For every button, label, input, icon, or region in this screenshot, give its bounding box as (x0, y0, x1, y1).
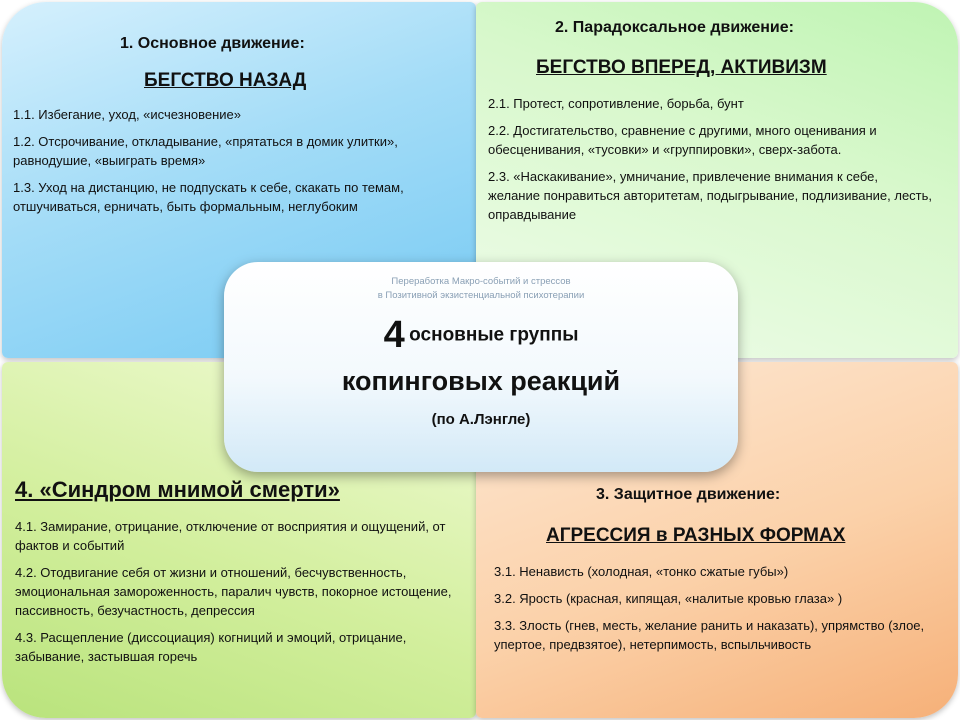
groups-number: 4 (383, 314, 405, 356)
list-item: 4.1. Замирание, отрицание, отключение от восприятия и ощущений, от фактов и событий (15, 519, 446, 553)
list-item: 1.1. Избегание, уход, «исчезновение» (13, 107, 241, 122)
quadrant-title: 2. Парадоксальное движение: (555, 19, 794, 36)
list-item: 3.3. Злость (гнев, месть, желание ранить и наказать), упрямство (злое, упертое, предвзятое), нетерпимость, вспыльчивость (494, 618, 925, 652)
groups-label: основные группы (409, 324, 579, 346)
list-item: 2.1. Протест, сопротивление, борьба, бунт (488, 96, 744, 111)
item-list (494, 562, 944, 662)
quadrant-subtitle: БЕГСТВО ВПЕРЕД, АКТИВИЗМ (536, 57, 827, 78)
list-item: 1.2. Отсрочивание, откладывание, «прятаться в домик улитки», равнодушие, «выиграть время» (13, 134, 398, 168)
quadrant-title: 4. «Синдром мнимой смерти» (15, 477, 340, 502)
list-item: 2.3. «Наскакивание», умничание, привлечение внимания к себе, желание понравиться авторитетам, подыгрывание, подлизивание, лесть, оправдывание (488, 169, 933, 222)
list-item: 4.2. Отодвигание себя от жизни и отношений, бесчувственность, эмоциональная замороженность, паралич чувств, покорное истощение, пассивность, безучастность, депрессия (15, 565, 452, 618)
list-item: 3.2. Ярость (красная, кипящая, «налитые кровью глаза» ) (494, 591, 843, 606)
list-item: 3.1. Ненависть (холодная, «тонко сжатые губы») (494, 564, 789, 579)
item-list (13, 105, 458, 224)
quadrant-title: 3. Защитное движение: (596, 486, 781, 503)
source-note-line1: Переработка Макро-событий и стрессов (391, 276, 571, 287)
center-heading-line1 (224, 314, 738, 357)
list-item: 2.2. Достигательство, сравнение с другими, много оценивания и обесценивания, «тусовки» и «группировки», сверх-забота. (488, 123, 877, 157)
item-list (15, 517, 465, 674)
quadrant-subtitle: БЕГСТВО НАЗАД (144, 70, 307, 91)
center-author: (по А.Лэнгле) (431, 411, 531, 428)
center-title-box (224, 262, 738, 472)
list-item: 1.3. Уход на дистанцию, не подпускать к себе, скакать по темам, отшучиваться, ерничать, быть формальным, неглубоким (13, 180, 404, 214)
source-note-line2: в Позитивной экзистенциальной психотерапии (377, 290, 585, 301)
center-heading-line2: копинговых реакций (341, 366, 621, 396)
quadrant-title: 1. Основное движение: (120, 35, 305, 52)
list-item: 4.3. Расщепление (диссоциация) когниций и эмоций, отрицание, забывание, застывшая горечь (15, 630, 407, 664)
item-list (488, 94, 933, 232)
quadrant-subtitle: АГРЕССИЯ в РАЗНЫХ ФОРМАХ (546, 525, 846, 546)
